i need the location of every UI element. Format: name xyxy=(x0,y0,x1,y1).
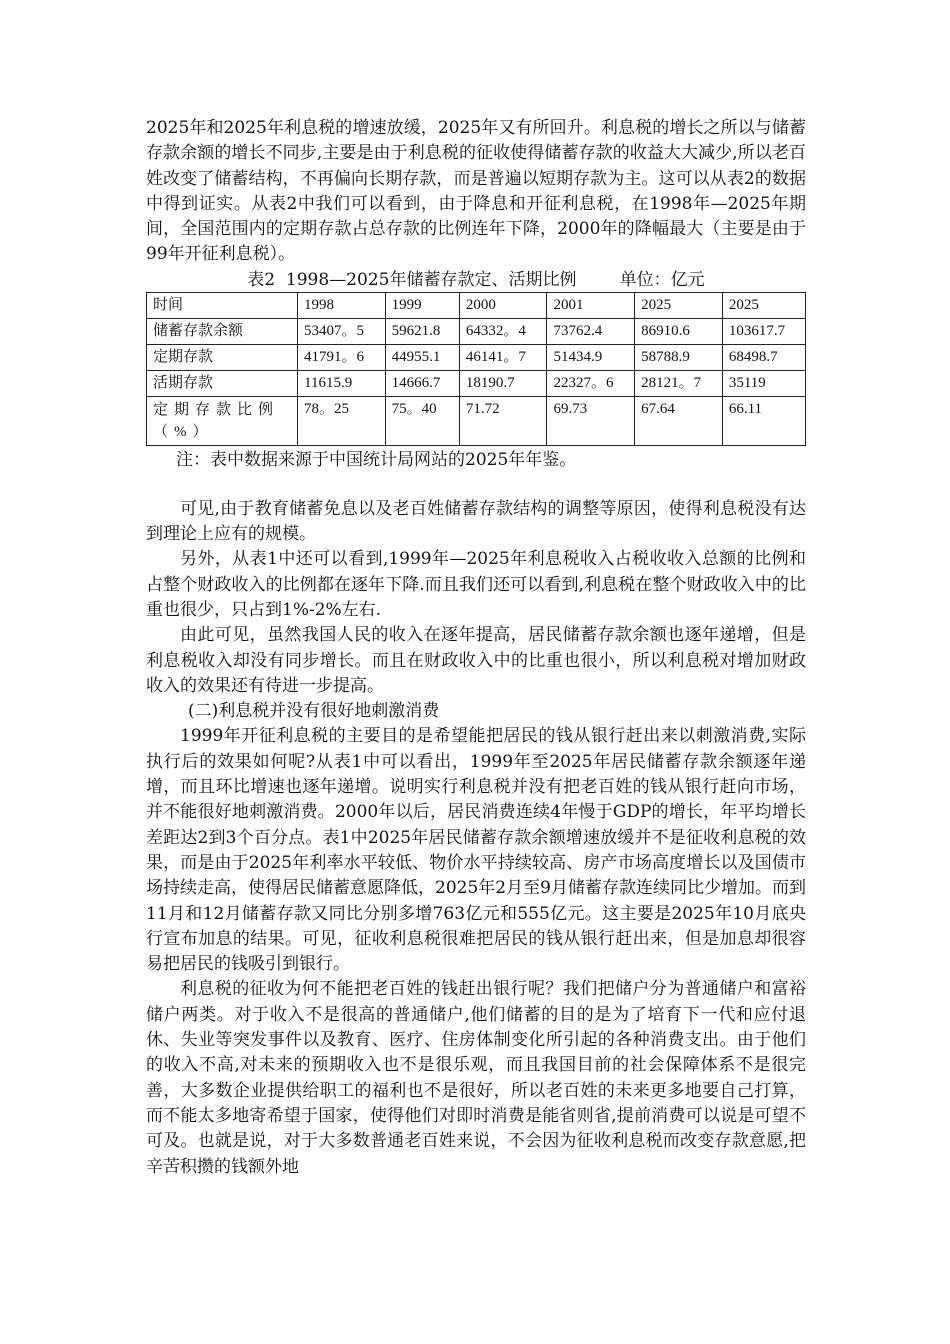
intro-paragraph: 2025年和2025年利息税的增速放缓，2025年又有所回升。利息税的增长之所以与储蓄存款余额的增长不同步,主要是由于利息税的征收使得储蓄存款的收益大大减少,所以老百姓改变了储蓄结构，不再偏向长期存款，而是普遍以短期存款为主。这可以从表2的数据中得到证实。从表2中我们可以看到，由于降息和开征利息税，在1998年—2025年期间，全国范围内的定期存款占总存款的比例连年下降，2000年的降幅最大（主要是由于99年开征利息税）。 xyxy=(146,118,806,265)
table-header-cell: 2001 xyxy=(547,292,635,318)
table-row-label: 定期存款 xyxy=(147,344,298,370)
body-paragraph: 可见,由于教育储蓄免息以及老百姓储蓄存款结构的调整等原因，使得利息税没有达到理论上应有的规模。 xyxy=(146,498,806,545)
table-cell: 41791。6 xyxy=(298,344,386,370)
section-subheading: (二)利息税并没有很好地刺激消费 xyxy=(188,701,440,722)
table-cell: 69.73 xyxy=(547,396,635,445)
table-cell: 59621.8 xyxy=(385,318,459,344)
table-cell: 64332。4 xyxy=(459,318,547,344)
table-cell: 86910.6 xyxy=(635,318,723,344)
table-cell: 58788.9 xyxy=(635,344,723,370)
savings-deposit-table xyxy=(146,292,806,446)
table-cell: 71.72 xyxy=(459,396,547,445)
table-note: 注：表中数据来源于中国统计局网站的2025年年鉴。 xyxy=(176,449,577,470)
table-cell: 18190.7 xyxy=(459,370,547,396)
table-cell: 68498.7 xyxy=(722,344,805,370)
table-caption-unit: 单位：亿元 xyxy=(619,269,705,290)
table-cell: 11615.9 xyxy=(298,370,386,396)
table-row xyxy=(147,396,806,445)
table-cell: 14666.7 xyxy=(385,370,459,396)
body-paragraph: 1999年开征利息税的主要目的是希望能把居民的钱从银行赶出来以刺激消费,实际执行后的效果如何呢?从表1中可以看出，1999年至2025年居民储蓄存款余额逐年递增，而且环比增速也逐年递增。说明实行利息税并没有把老百姓的钱从银行赶向市场，并不能很好地刺激消费。2000年以后，居民消费连续4年慢于GDP的增长，年平均增长差距达2到3个百分点。表1中2025年居民储蓄存款余额增速放缓并不是征收利息税的效果，而是由于2025年利率水平较低、物价水平持续较高、房产市场高度增长以及国债市场持续走高，使得居民储蓄意愿降低，2025年2月至9月储蓄存款连续同比少增加。而到11月和12月储蓄存款又同比分别多增763亿元和555亿元。这主要是2025年10月底央行宣布加息的结果。可见，征收利息税很难把居民的钱从银行赶出来，但是加息却很容易把居民的钱吸引到银行。 xyxy=(146,726,806,975)
table-cell: 35119 xyxy=(722,370,805,396)
table-header-cell: 1998 xyxy=(298,292,386,318)
table-cell: 22327。6 xyxy=(547,370,635,396)
table-cell: 44955.1 xyxy=(385,344,459,370)
table-header-cell: 2025 xyxy=(635,292,723,318)
table-header-cell: 2025 xyxy=(722,292,805,318)
table-cell: 51434.9 xyxy=(547,344,635,370)
body-paragraph: 另外，从表1中还可以看到,1999年—2025年利息税收入占税收收入总额的比例和占整个财政收入的比例都在逐年下降.而且我们还可以看到,利息税在整个财政收入中的比重也很少，只占到1%-2%左右. xyxy=(146,549,806,620)
table-row xyxy=(147,318,806,344)
table-cell: 28121。7 xyxy=(635,370,723,396)
table-row-label: 定期存款比例（%） xyxy=(147,396,298,445)
body-paragraph: 利息税的征收为何不能把老百姓的钱赶出银行呢？我们把储户分为普通储户和富裕储户两类。对于收入不是很高的普通储户,他们储蓄的目的是为了培育下一代和应付退休、失业等突发事件以及教育、医疗、住房体制变化所引起的各种消费支出。由于他们的收入不高,对未来的预期收入也不是很乐观，而且我国目前的社会保障体系不是很完善，大多数企业提供给职工的福利也不是很好，所以老百姓的未来更多地要自己打算，而不能太多地寄希望于国家，使得他们对即时消费是能省则省,提前消费可以说是可望不可及。也就是说，对于大多数普通老百姓来说，不会因为征收利息税而改变存款意愿,把辛苦积攒的钱额外地 xyxy=(146,979,806,1177)
table-row xyxy=(147,370,806,396)
document-page xyxy=(146,116,806,1180)
table-cell: 66.11 xyxy=(722,396,805,445)
table-cell: 73762.4 xyxy=(547,318,635,344)
table-cell: 78。25 xyxy=(298,396,386,445)
table-row-label: 活期存款 xyxy=(147,370,298,396)
table-cell: 75。40 xyxy=(385,396,459,445)
table-header-cell: 2000 xyxy=(459,292,547,318)
table-row xyxy=(147,344,806,370)
table-header-cell: 时间 xyxy=(147,292,298,318)
table-header-cell: 1999 xyxy=(385,292,459,318)
table-cell: 53407。5 xyxy=(298,318,386,344)
table-caption-title: 表2 1998—2025年储蓄存款定、活期比例 xyxy=(247,269,577,290)
spacer xyxy=(146,473,806,497)
table-header-row xyxy=(147,292,806,318)
body-paragraph: 由此可见，虽然我国人民的收入在逐年提高，居民储蓄存款余额也逐年递增，但是利息税收入却没有同步增长。而且在财政收入中的比重也很小，所以利息税对增加财政收入的效果还有待进一步提高。 xyxy=(146,625,806,696)
table-row-label: 储蓄存款余额 xyxy=(147,318,298,344)
table-cell: 67.64 xyxy=(635,396,723,445)
table-caption xyxy=(146,268,806,292)
table-cell: 46141。7 xyxy=(459,344,547,370)
table-cell: 103617.7 xyxy=(722,318,805,344)
